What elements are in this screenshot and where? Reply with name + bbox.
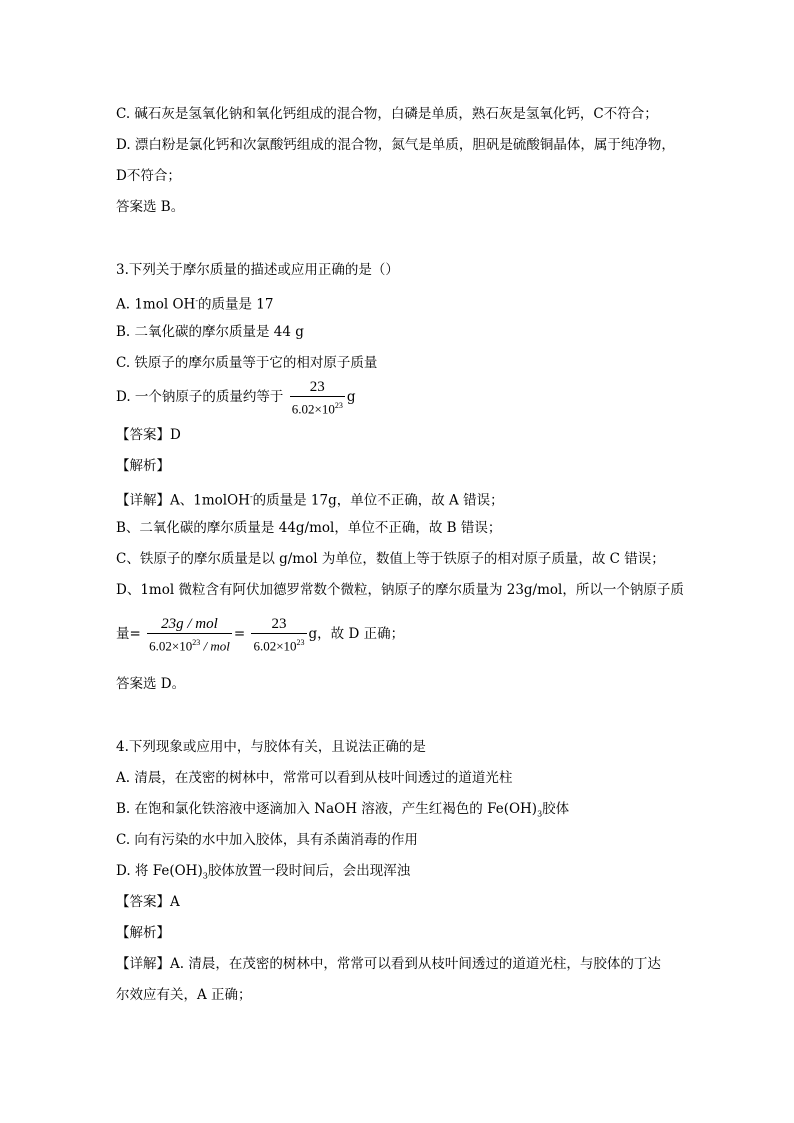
q3-detail-d-line1: D、1mol 微粒含有阿伏加德罗常数个微粒，钠原子的摩尔质量为 23g/mol，所以一个钠原子质	[116, 582, 684, 598]
q4-stem: 4.下列现象或应用中，与胶体有关，且说法正确的是	[116, 739, 426, 755]
q3-answer-conclusion: 答案选 D。	[116, 676, 186, 692]
q4-option-a: A. 清晨，在茂密的树林中，常常可以看到从枝叶间透过的道道光柱	[116, 770, 513, 786]
q3-option-d: D. 一个钠原子的质量约等于 $\frac{23}{6.02\times 10^{23}}$ g	[116, 379, 356, 417]
q2-option-d-line1: D. 漂白粉是氯化钙和次氯酸钙组成的混合物，氮气是单质，胆矾是硫酸铜晶体，属于纯净物，	[116, 137, 675, 153]
fraction: $\frac{\text{23g / mol}}{6.02\times 10^{23} / mol}$	[149, 616, 230, 654]
q4-option-b: B. 在饱和氯化铁溶液中逐滴加入 NaOH 溶液，产生红褐色的 $Fe(OH)_3$胶体	[116, 801, 570, 819]
q4-detail-a-line2: 尔效应有关，A 正确；	[116, 987, 252, 1003]
q4-option-d: D. 将 $Fe(OH)_3$胶体放置一段时间后，会出现浑浊	[116, 863, 411, 881]
q3-detail-a: 【详解】A、1molOH-的质量是 17g，单位不正确，故 A 错误；	[116, 492, 504, 509]
q4-analysis-heading: 【解析】	[116, 925, 170, 941]
q4-option-c: C. 向有污染的水中加入胶体，具有杀菌消毒的作用	[116, 832, 418, 848]
q2-option-c: C. 碱石灰是氢氧化钠和氧化钙组成的混合物，白磷是单质，熟石灰是氢氧化钙，C不符合；	[116, 106, 658, 122]
q3-option-a: A. 1mol OH-的质量是 17	[116, 296, 274, 313]
q3-detail-c: C、铁原子的摩尔质量是以 g/mol 为单位，数值上等于铁原子的相对原子质量，故 C 错误；	[116, 551, 665, 567]
q3-analysis-heading: 【解析】	[116, 458, 170, 474]
q3-option-b: B. 二氧化碳的摩尔质量是 44 g	[116, 324, 304, 340]
q3-detail-b: B、二氧化碳的摩尔质量是 44g/mol，单位不正确，故 B 错误；	[116, 520, 502, 536]
fraction: $\frac{23}{6.02\times 10^{23}}$	[253, 616, 305, 654]
q4-detail-a-line1: 【详解】A. 清晨，在茂密的树林中，常常可以看到从枝叶间透过的道道光柱，与胶体的丁达	[116, 956, 661, 972]
q3-option-c: C. 铁原子的摩尔质量等于它的相对原子质量	[116, 355, 378, 371]
q3-detail-d-line2: 量= $\frac{\text{23g / mol}}{6.02\times 10^{23} / mol}$ = $\frac{23}{6.02\times 10^{23}}$ g，故 D 正确；	[116, 616, 405, 654]
fraction: $\frac{23}{6.02\times 10^{23}}$	[291, 379, 343, 417]
q3-stem: 3.下列关于摩尔质量的描述或应用正确的是（）	[116, 262, 399, 278]
q2-answer-conclusion: 答案选 B。	[116, 199, 185, 215]
q3-answer: 【答案】D	[116, 427, 181, 443]
q4-answer: 【答案】A	[116, 894, 180, 910]
q2-option-d-line2: D不符合；	[116, 168, 181, 184]
